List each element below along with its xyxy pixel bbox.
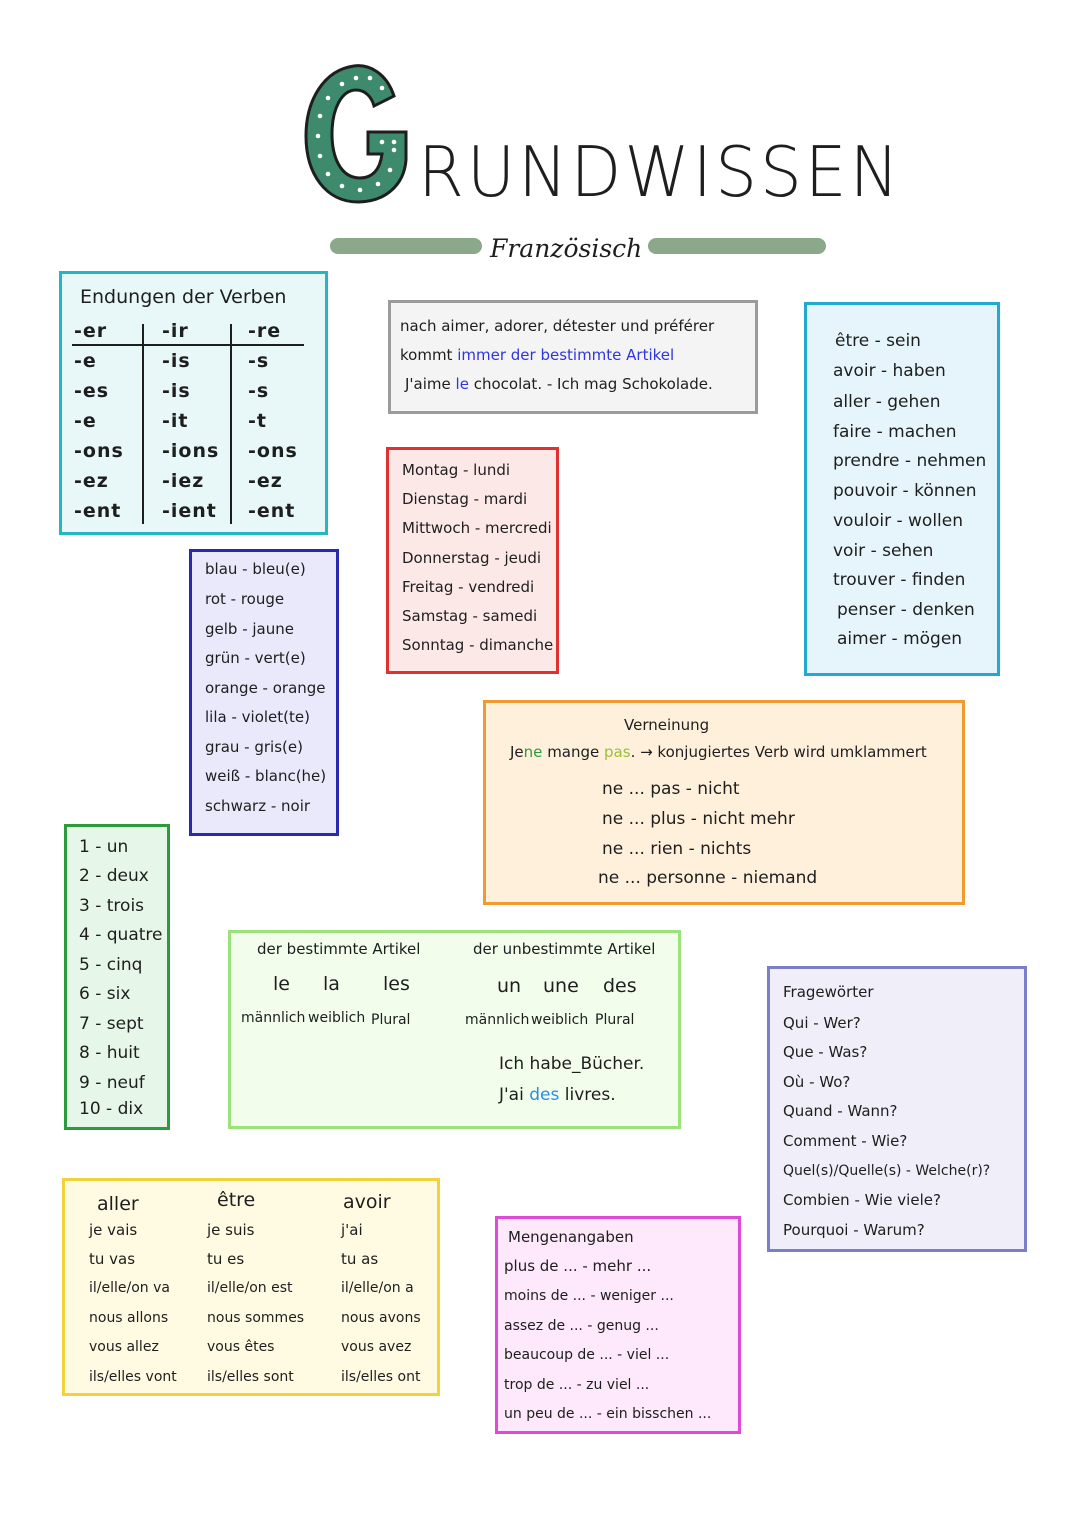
negation-example: [510, 745, 927, 760]
conjugation-form: vous allez: [89, 1339, 159, 1355]
list-item: prendre - nehmen: [833, 451, 987, 471]
endings-header-re: -re: [248, 320, 282, 342]
list-item: 10 - dix: [79, 1099, 144, 1119]
article-la: la: [323, 973, 340, 995]
endings-cell: -ions: [162, 440, 220, 462]
definite-article-rule-card: [388, 300, 758, 414]
endings-cell: -is: [162, 380, 191, 402]
example-article: des: [529, 1085, 560, 1105]
page-subtitle: Französisch: [490, 234, 643, 263]
rule-highlight: immer der bestimmte Artikel: [457, 346, 675, 364]
endings-header-ir: -ir: [162, 320, 189, 342]
list-item: 2 - deux: [79, 866, 149, 886]
endings-cell: -s: [248, 350, 270, 372]
list-item: un peu de ... - ein bisschen ...: [504, 1406, 712, 1422]
list-item: Freitag - vendredi: [402, 578, 535, 596]
endings-cell: -s: [248, 380, 270, 402]
list-item: avoir - haben: [833, 361, 946, 381]
definite-article-title: der bestimmte Artikel: [257, 940, 421, 958]
gender-label: männlich: [241, 1010, 306, 1026]
weekdays-card: [386, 447, 559, 674]
list-item: 6 - six: [79, 984, 131, 1004]
conjugation-form: il/elle/on a: [341, 1280, 414, 1296]
list-item: 8 - huit: [79, 1043, 140, 1063]
articles-card: [228, 930, 681, 1129]
rule-example: [405, 377, 713, 392]
list-item: ne ... plus - nicht mehr: [602, 809, 795, 829]
list-item: Quand - Wann?: [783, 1102, 898, 1120]
title-bar-left: [330, 238, 482, 254]
conjugation-form: il/elle/on va: [89, 1280, 170, 1296]
list-item: Pourquoi - Warum?: [783, 1221, 925, 1239]
list-item: Samstag - samedi: [402, 607, 538, 625]
article-le: le: [273, 973, 290, 995]
endings-col-rule-2: [230, 324, 232, 524]
list-item: ne ... personne - niemand: [598, 868, 818, 888]
verb-endings-title: Endungen der Verben: [80, 286, 287, 308]
list-item: grau - gris(e): [205, 738, 303, 756]
conjugation-form: ils/elles vont: [89, 1369, 177, 1385]
list-item: gelb - jaune: [205, 620, 294, 638]
list-item: moins de ... - weniger ...: [504, 1288, 674, 1304]
colors-card: [189, 549, 339, 836]
conjugation-form: nous sommes: [207, 1310, 305, 1326]
list-item: aller - gehen: [833, 392, 941, 412]
list-item: 3 - trois: [79, 896, 145, 916]
list-item: weiß - blanc(he): [205, 767, 327, 785]
list-item: Montag - lundi: [402, 461, 511, 479]
list-item: Dienstag - mardi: [402, 490, 528, 508]
example-text: J'ai: [499, 1085, 524, 1105]
negation-title: Verneinung: [624, 716, 710, 734]
example-text: mange: [547, 743, 600, 761]
list-item: ne ... pas - nicht: [602, 779, 740, 799]
list-item: Quel(s)/Quelle(s) - Welche(r)?: [783, 1163, 991, 1179]
endings-cell: -t: [248, 410, 267, 432]
list-item: Qui - Wer?: [783, 1014, 861, 1032]
verbs-card: [804, 302, 1000, 676]
article-une: une: [543, 975, 579, 997]
endings-cell: -ient: [162, 500, 217, 522]
list-item: Comment - Wie?: [783, 1132, 908, 1150]
example-article: le: [455, 375, 469, 393]
gender-label: Plural: [371, 1012, 411, 1028]
conjugation-form: nous allons: [89, 1310, 169, 1326]
list-item: penser - denken: [837, 600, 975, 620]
endings-col-rule-1: [142, 324, 144, 524]
numbers-card: [64, 824, 170, 1130]
example-text: Je: [510, 743, 524, 761]
list-item: aimer - mögen: [837, 629, 963, 649]
article-un: un: [497, 975, 522, 997]
endings-cell: -ez: [74, 470, 109, 492]
example-text: livres.: [564, 1085, 616, 1105]
list-item: trop de ... - zu viel ...: [504, 1377, 650, 1393]
verb-infinitive: être: [217, 1189, 256, 1211]
example-text: . → konjugiertes Verb wird umklammert: [630, 743, 927, 761]
endings-cell: -ons: [248, 440, 298, 462]
list-item: Que - Was?: [783, 1043, 868, 1061]
verb-infinitive: avoir: [343, 1191, 391, 1213]
gender-label: weiblich: [308, 1010, 366, 1026]
gender-label: männlich: [465, 1012, 530, 1028]
conjugation-form: ils/elles sont: [207, 1369, 294, 1385]
list-item: lila - violet(te): [205, 708, 310, 726]
list-item: 7 - sept: [79, 1014, 144, 1034]
conjugation-card: [62, 1178, 440, 1396]
conjugation-form: tu as: [341, 1250, 379, 1268]
list-item: rot - rouge: [205, 590, 285, 608]
conjugation-form: vous êtes: [207, 1339, 275, 1355]
list-item: assez de ... - genug ...: [504, 1318, 659, 1334]
list-item: grün - vert(e): [205, 649, 306, 667]
verb-endings-card: [59, 271, 328, 535]
list-item: orange - orange: [205, 679, 326, 697]
quantities-card: [495, 1216, 741, 1434]
endings-cell: -e: [74, 350, 97, 372]
endings-cell: -is: [162, 350, 191, 372]
endings-cell: -iez: [162, 470, 205, 492]
negation-card: [483, 700, 965, 905]
list-item: Donnerstag - jeudi: [402, 549, 542, 567]
article-example-de: Ich habe_Bücher.: [499, 1054, 645, 1074]
question-words-card: [767, 966, 1027, 1252]
conjugation-form: nous avons: [341, 1310, 421, 1326]
endings-cell: -ent: [74, 500, 122, 522]
list-item: vouloir - wollen: [833, 511, 963, 531]
conjugation-form: j'ai: [341, 1221, 363, 1239]
gender-label: weiblich: [531, 1012, 589, 1028]
rule-line-1: nach aimer, adorer, détester und préférer: [400, 317, 715, 335]
negation-particle: ne: [523, 743, 543, 761]
example-text: J'aime: [405, 375, 451, 393]
conjugation-form: tu es: [207, 1250, 245, 1268]
endings-cell: -it: [162, 410, 189, 432]
question-words-title: Fragewörter: [783, 983, 874, 1001]
list-item: 4 - quatre: [79, 925, 163, 945]
list-item: 9 - neuf: [79, 1073, 145, 1093]
article-les: les: [383, 973, 410, 995]
conjugation-form: il/elle/on est: [207, 1280, 293, 1296]
article-example-fr: [499, 1087, 616, 1104]
page-title: RUNDWISSEN: [418, 132, 902, 213]
list-item: trouver - finden: [833, 570, 966, 590]
list-item: Où - Wo?: [783, 1073, 851, 1091]
endings-cell: -ons: [74, 440, 124, 462]
list-item: pouvoir - können: [833, 481, 977, 501]
list-item: beaucoup de ... - viel ...: [504, 1347, 670, 1363]
list-item: Mittwoch - mercredi: [402, 519, 552, 537]
quantities-title: Mengenangaben: [508, 1228, 634, 1246]
endings-header-er: -er: [74, 320, 108, 342]
endings-cell: -e: [74, 410, 97, 432]
title-initial-g: [298, 58, 416, 208]
conjugation-form: je suis: [207, 1221, 255, 1239]
rule-line-2: [400, 348, 674, 363]
conjugation-form: ils/elles ont: [341, 1369, 421, 1385]
list-item: 1 - un: [79, 837, 129, 857]
endings-cell: -es: [74, 380, 110, 402]
list-item: plus de ... - mehr ...: [504, 1257, 652, 1275]
example-text: chocolat. - Ich mag Schokolade.: [473, 375, 713, 393]
list-item: blau - bleu(e): [205, 560, 306, 578]
endings-cell: -ez: [248, 470, 283, 492]
list-item: 5 - cinq: [79, 955, 143, 975]
list-item: ne ... rien - nichts: [602, 839, 752, 859]
title-bar-right: [648, 238, 826, 254]
conjugation-form: je vais: [89, 1221, 138, 1239]
conjugation-form: vous avez: [341, 1339, 412, 1355]
article-des: des: [603, 975, 637, 997]
indefinite-article-title: der unbestimmte Artikel: [473, 940, 656, 958]
gender-label: Plural: [595, 1012, 635, 1028]
rule-text: kommt: [400, 346, 453, 364]
list-item: Combien - Wie viele?: [783, 1191, 941, 1209]
conjugation-form: tu vas: [89, 1250, 136, 1268]
list-item: être - sein: [835, 331, 921, 351]
verb-infinitive: aller: [97, 1193, 139, 1215]
list-item: schwarz - noir: [205, 797, 311, 815]
list-item: Sonntag - dimanche: [402, 636, 554, 654]
endings-cell: -ent: [248, 500, 296, 522]
list-item: faire - machen: [833, 422, 957, 442]
negation-particle: pas: [604, 743, 631, 761]
list-item: voir - sehen: [833, 541, 934, 561]
